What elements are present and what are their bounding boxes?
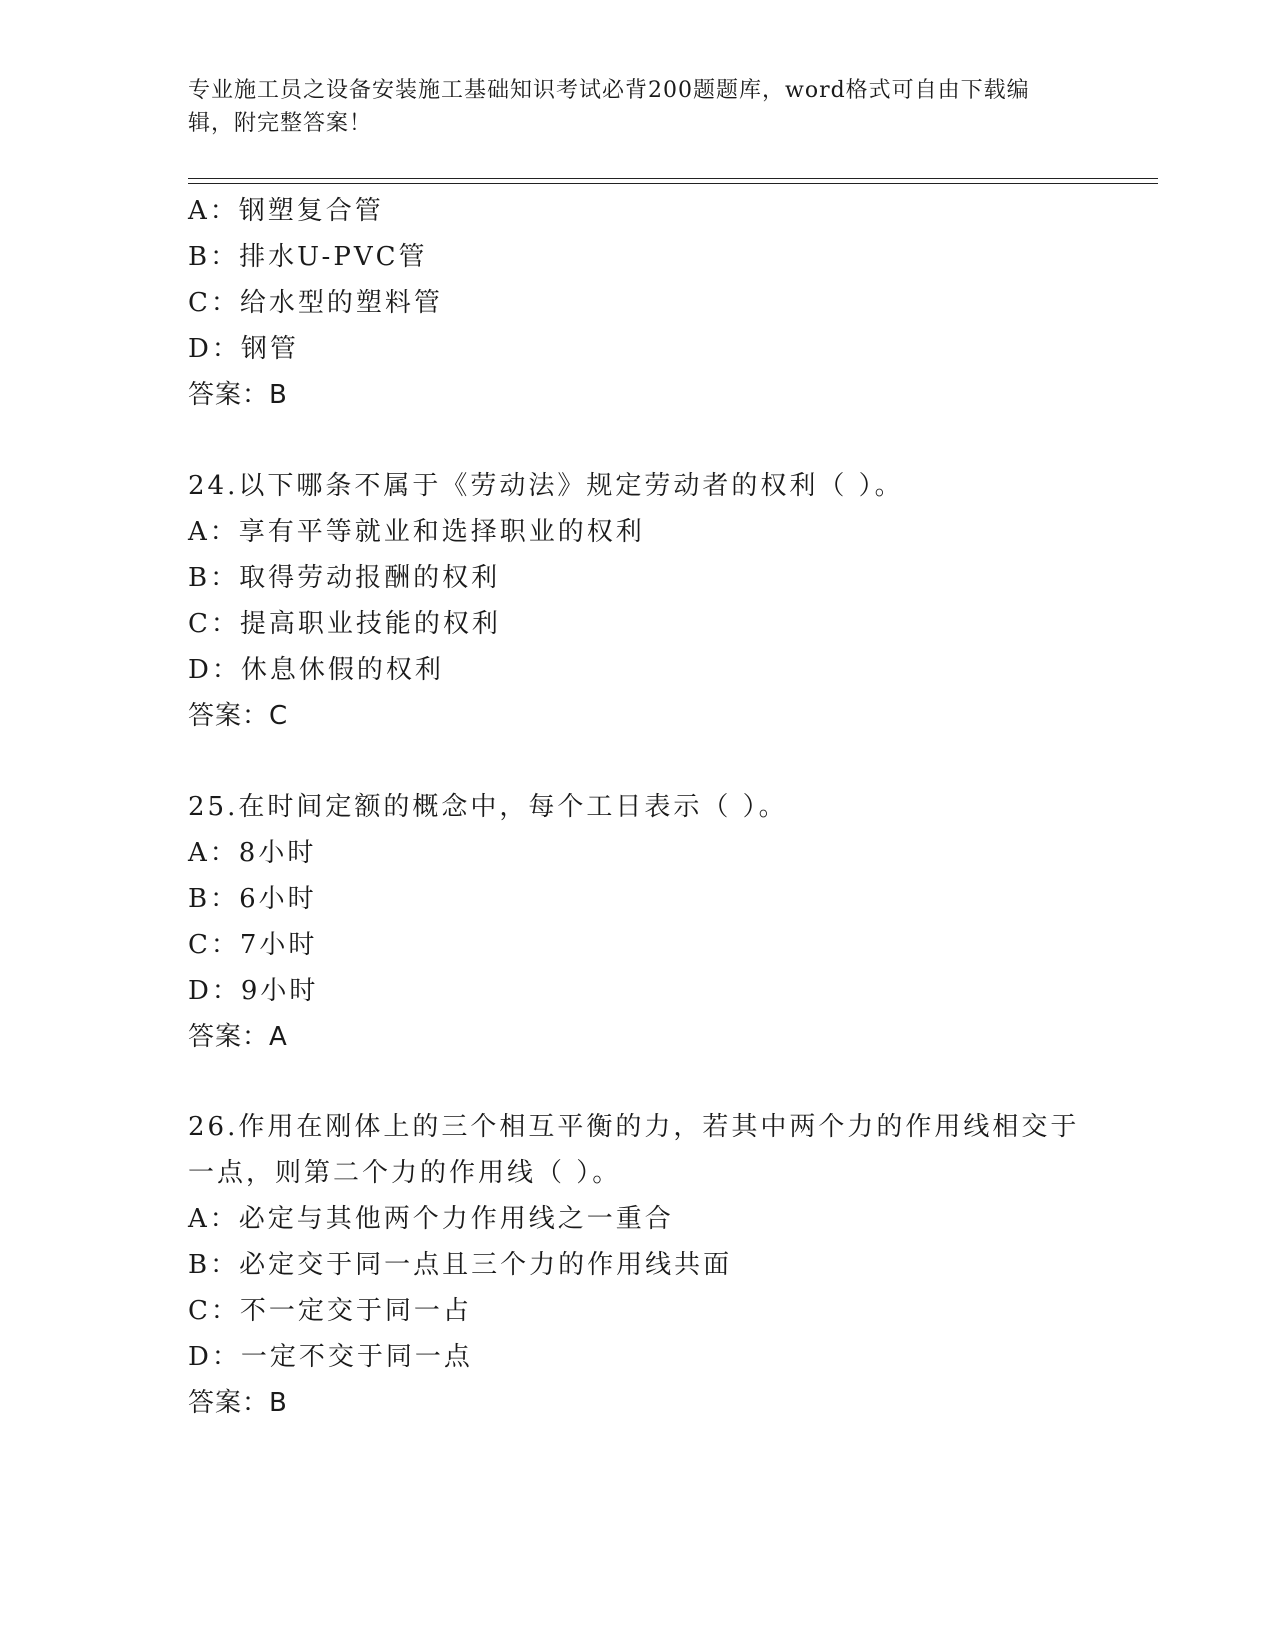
option-d: D：一定不交于同一点	[188, 1342, 473, 1372]
option-b: B：取得劳动报酬的权利	[188, 563, 501, 593]
option-b: B：6小时	[188, 884, 317, 914]
option-a: A：钢塑复合管	[188, 196, 384, 226]
answer-label: 答案：B	[188, 1388, 288, 1418]
option-d: D：钢管	[188, 334, 299, 364]
question-text: 25.在时间定额的概念中，每个工日表示（ ）。	[188, 792, 788, 822]
document-header-title: 专业施工员之设备安装施工基础知识考试必背200题题库，word格式可自由下载编辑，附完整答案！	[188, 78, 1030, 136]
option-a: A：必定与其他两个力作用线之一重合	[188, 1204, 674, 1234]
option-c: C：提高职业技能的权利	[188, 609, 501, 639]
question-block-23	[188, 188, 1088, 418]
answer-label: 答案：C	[188, 701, 289, 731]
option-c: C：不一定交于同一占	[188, 1296, 472, 1326]
option-d: D：9小时	[188, 976, 319, 1006]
option-b: B：排水U-PVC管	[188, 242, 428, 272]
option-c: C：7小时	[188, 930, 318, 960]
option-a: A：8小时	[188, 838, 317, 868]
answer-label: 答案：B	[188, 380, 288, 410]
header-divider-top	[188, 178, 1158, 179]
question-block-26	[188, 1104, 1088, 1426]
answer-label: 答案：A	[188, 1022, 288, 1052]
header-divider-bottom	[188, 183, 1158, 184]
question-text: 24.以下哪条不属于《劳动法》规定劳动者的权利（ ）。	[188, 471, 904, 501]
question-text: 26.作用在刚体上的三个相互平衡的力，若其中两个力的作用线相交于一点，则第二个力的作用线（ ）。	[188, 1112, 1080, 1188]
option-a: A：享有平等就业和选择职业的权利	[188, 517, 645, 547]
option-d: D：休息休假的权利	[188, 655, 444, 685]
option-b: B：必定交于同一点且三个力的作用线共面	[188, 1250, 733, 1280]
question-block-24	[188, 463, 1088, 739]
option-c: C：给水型的塑料管	[188, 288, 443, 318]
question-block-25	[188, 784, 1088, 1060]
